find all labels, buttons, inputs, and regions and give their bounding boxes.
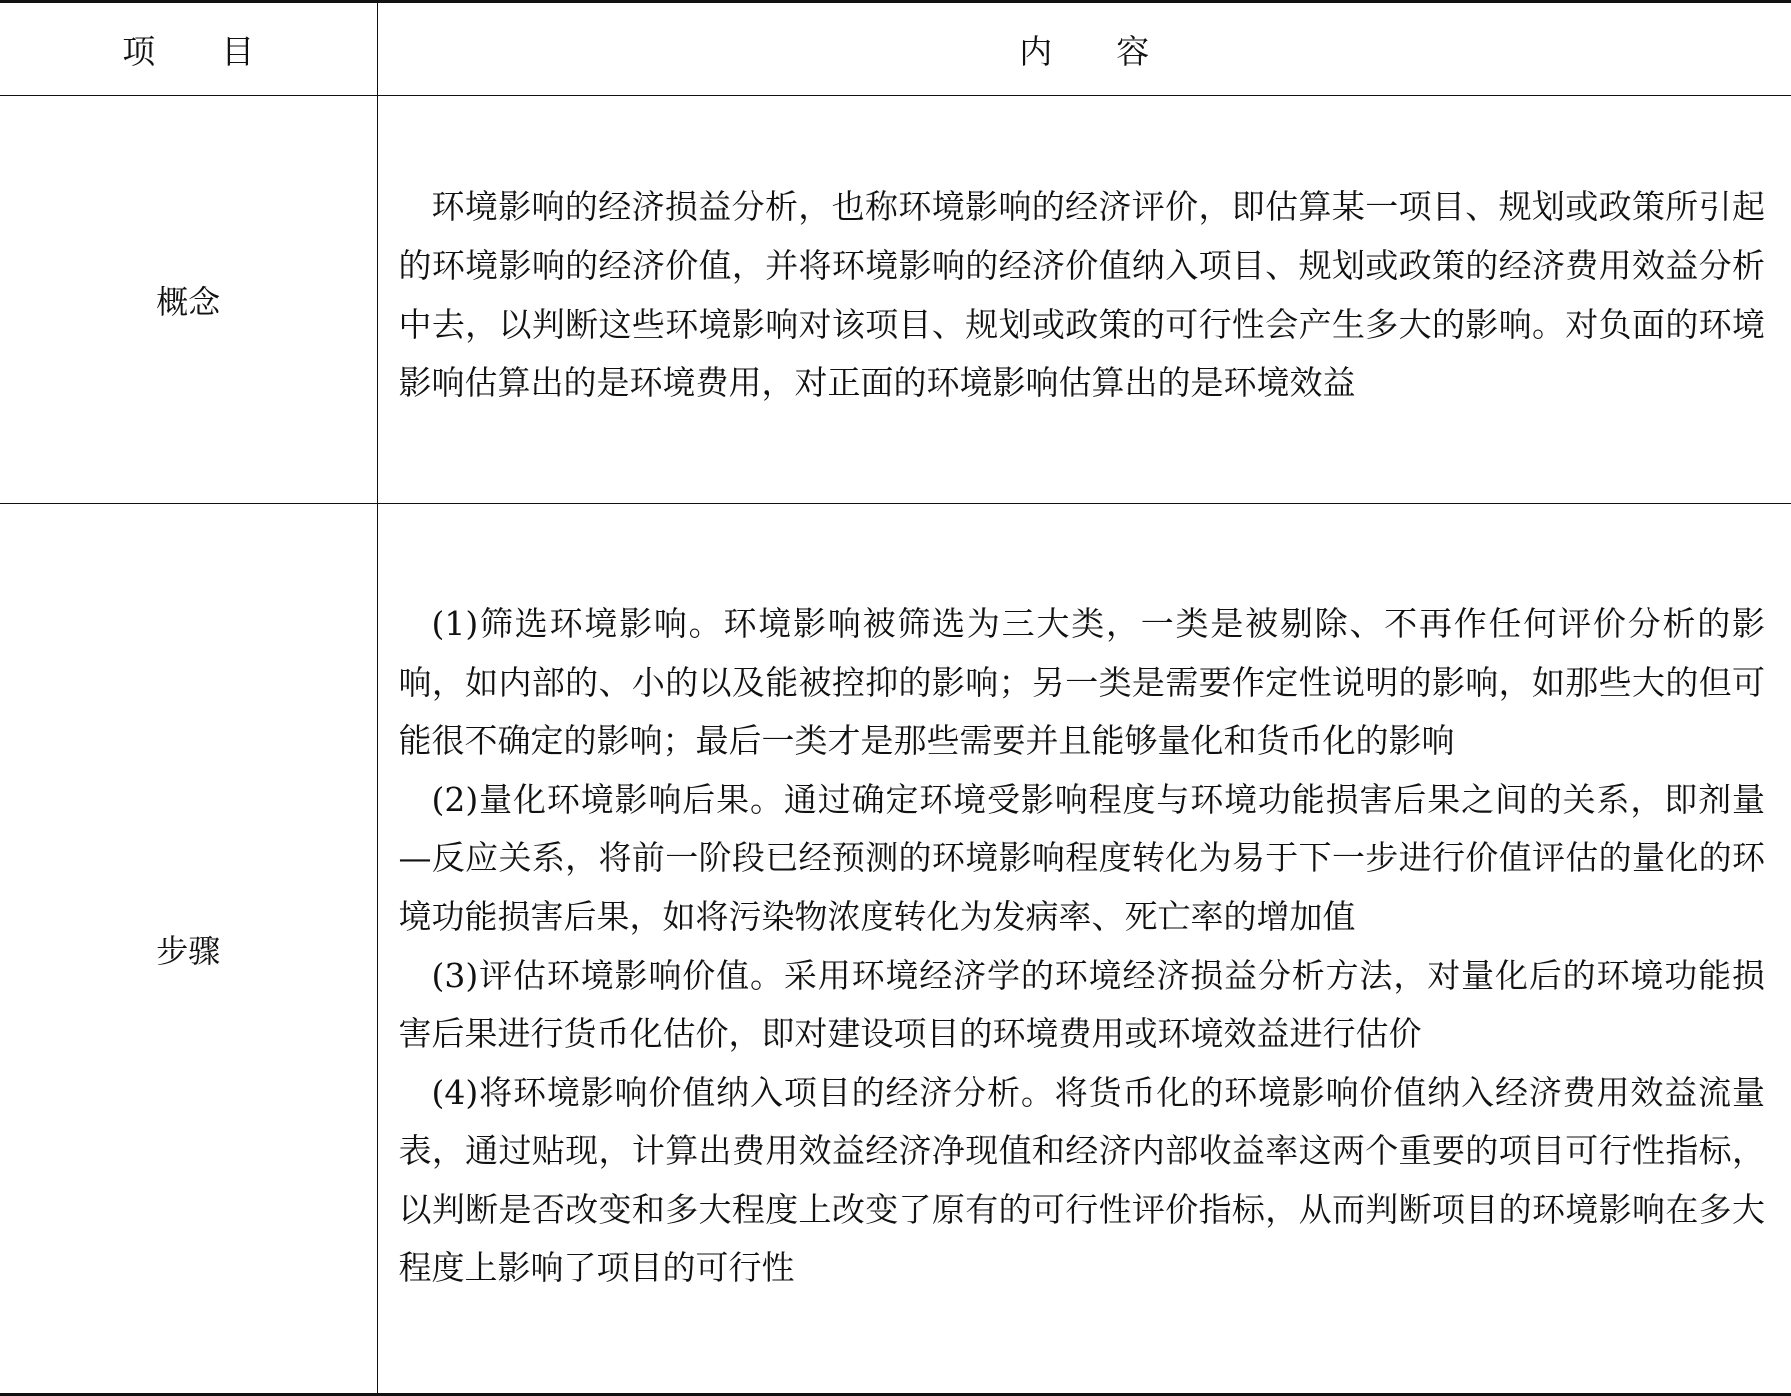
header-content-label: 内容 bbox=[1019, 31, 1214, 71]
table-row-concept bbox=[0, 96, 1791, 504]
concept-paragraph-1: 环境影响的经济损益分析，也称环境影响的经济评价，即估算某一项目、规划或政策所引起的环境影响的经济价值，并将环境影响的经济价值纳入项目、规划或政策的经济费用效益分析中去，以判断这些环境影响对该项目、规划或政策的可行性会产生多大的影响。对负面的环境影响估算出的是环境费用，对正面的环境影响估算出的是环境效益 bbox=[398, 187, 1765, 403]
table-row-steps bbox=[0, 504, 1791, 1395]
step-paragraph-4: (4)将环境影响价值纳入项目的经济分析。将货币化的环境影响价值纳入经济费用效益流量表，通过贴现，计算出费用效益经济净现值和经济内部收益率这两个重要的项目可行性指标，以判断是否改变和多大程度上改变了原有的可行性评价指标，从而判断项目的环境影响在多大程度上影响了项目的可行性 bbox=[398, 1072, 1765, 1288]
step-paragraph-1: (1)筛选环境影响。环境影响被筛选为三大类，一类是被剔除、不再作任何评价分析的影响，如内部的、小的以及能被控抑的影响；另一类是需要作定性说明的影响，如那些大的但可能很不确定的影响；最后一类才是那些需要并且能够量化和货币化的影响 bbox=[398, 603, 1765, 761]
row-content-steps bbox=[377, 504, 1791, 1395]
header-content-cell bbox=[377, 2, 1791, 96]
table-header-row bbox=[0, 2, 1791, 96]
row-label-concept: 概念 bbox=[0, 96, 377, 504]
step-paragraph-2: (2)量化环境影响后果。通过确定环境受影响程度与环境功能损害后果之间的关系，即剂量—反应关系，将前一阶段已经预测的环境影响程度转化为易于下一步进行价值评估的量化的环境功能损害后果，如将污染物浓度转化为发病率、死亡率的增加值 bbox=[398, 779, 1765, 936]
header-item-cell bbox=[0, 2, 377, 96]
row-label-steps: 步骤 bbox=[0, 504, 377, 1395]
header-item-label: 项目 bbox=[122, 31, 321, 71]
step-paragraph-3: (3)评估环境影响价值。采用环境经济学的环境经济损益分析方法，对量化后的环境功能损害后果进行货币化估价，即对建设项目的环境费用或环境效益进行估价 bbox=[398, 955, 1765, 1054]
row-content-concept bbox=[377, 96, 1791, 504]
